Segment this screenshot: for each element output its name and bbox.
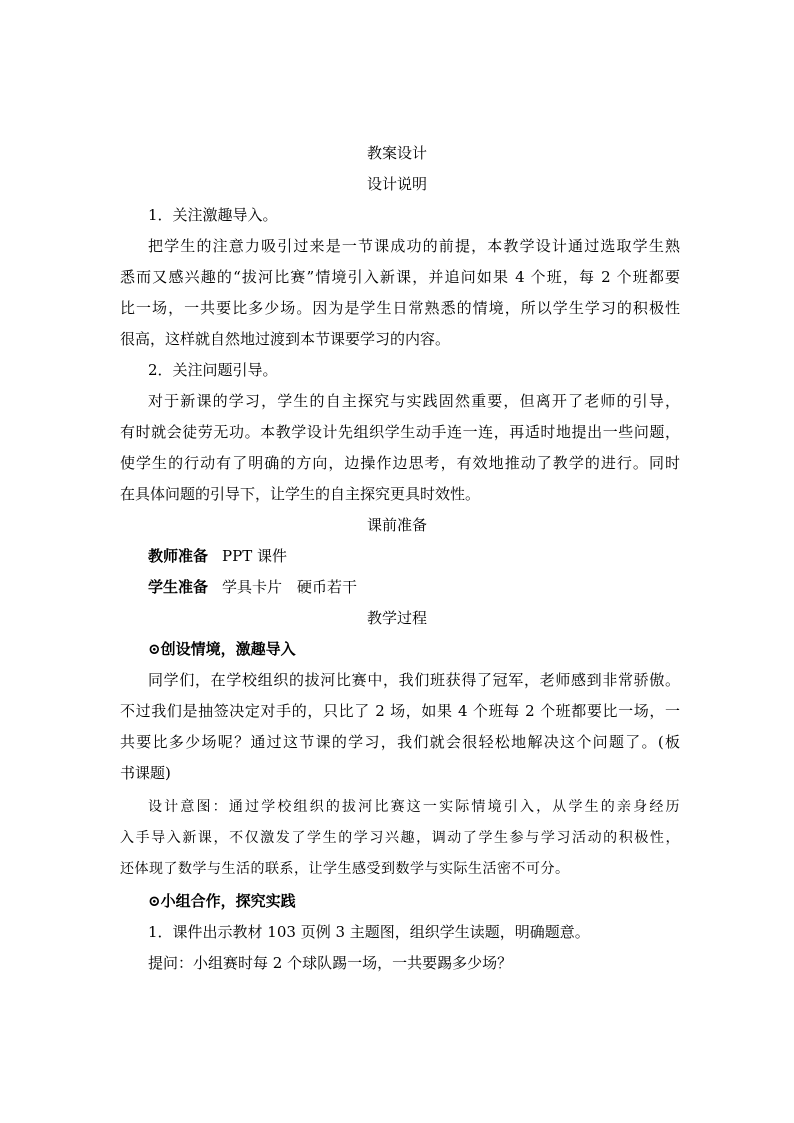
teacher-preparation-value: PPT 课件 [222,547,287,565]
section2-title: ⊙小组合作，探究实践 [148,892,296,910]
section2-line: 提问：小组赛时每 2 个球队踢一场，一共要踢多少场？ [148,954,513,972]
point2-title: 2．关注问题引导。 [148,361,278,379]
section2-line: 1．课件出示教材 103 页例 3 主题图，组织学生读题，明确题意。 [148,923,590,941]
point2-line: 在具体问题的引导下，让学生的自主探究更具时效性。 [120,485,481,503]
section1-line: 书课题) [120,764,171,782]
point1-line: 很高，这样就自然地过渡到本节课要学习的内容。 [120,330,451,348]
teacher-preparation [148,546,708,566]
preparation-heading: 课前准备 [366,516,427,534]
point1-line: 把学生的注意力吸引过来是一节课成功的前提，本教学设计通过选取学生熟 [148,237,680,255]
point1-line: 悉而又感兴趣的“拔河比赛”情境引入新课，并追问如果 4 个班，每 2 个班都要 [120,268,680,286]
section1-line: 不过我们是抽签决定对手的，只比了 2 场，如果 4 个班每 2 个班都要比一场，一 [120,702,680,720]
point1-title: 1．关注激趣导入。 [148,206,278,224]
point2-line: 对于新课的学习，学生的自主探究与实践固然重要，但离开了老师的引导， [148,392,680,410]
section1-title: ⊙创设情境，激趣导入 [148,640,296,658]
section1-line: 共要比多少场呢？通过这节课的学习，我们就会很轻松地解决这个问题了。(板 [120,733,680,751]
design-intent-line: 设计意图：通过学校组织的拔河比赛这一实际情境引入，从学生的亲身经历 [148,799,680,815]
student-preparation-value: 学具卡片 硬币若干 [222,578,358,596]
point2-line: 有时就会徒劳无功。本教学设计先组织学生动手连一连，再适时地提出一些问题， [120,423,680,441]
design-intent-line: 入手导入新课，不仅激发了学生的学习兴趣，调动了学生参与学习活动的积极性， [120,830,680,846]
process-heading: 教学过程 [366,609,427,627]
document-title: 教案设计 [366,144,427,162]
design-intent-line: 还体现了数学与生活的联系，让学生感受到数学与实际生活密不可分。 [120,861,570,877]
teacher-preparation-label: 教师准备 [148,547,209,565]
point2-line: 使学生的行动有了明确的方向，边操作边思考，有效地推动了教学的进行。同时 [120,454,680,472]
section1-line: 同学们，在学校组织的拔河比赛中，我们班获得了冠军，老师感到非常骄傲。 [148,671,680,689]
point1-line: 比一场，一共要比多少场。因为是学生日常熟悉的情境，所以学生学习的积极性 [120,299,680,317]
student-preparation [148,577,708,597]
student-preparation-label: 学生准备 [148,578,209,596]
design-notes-heading: 设计说明 [366,175,427,193]
